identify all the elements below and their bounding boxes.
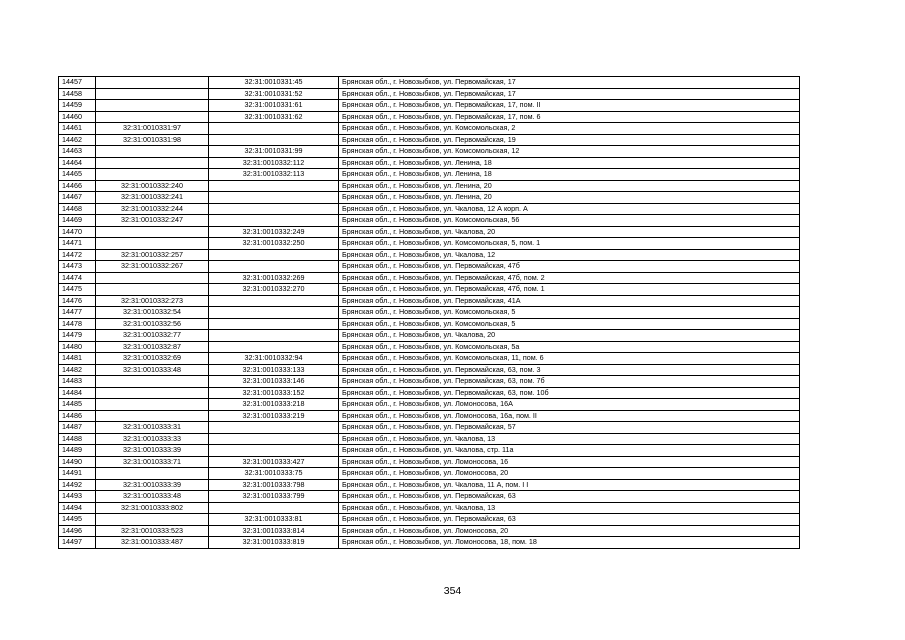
related-cadastral-number-cell: 32:31:0010331:61	[209, 100, 339, 112]
related-cadastral-number-cell: 32:31:0010333:798	[209, 479, 339, 491]
related-cadastral-number-cell	[209, 203, 339, 215]
related-cadastral-number-cell: 32:31:0010332:249	[209, 226, 339, 238]
related-cadastral-number-cell: 32:31:0010331:52	[209, 88, 339, 100]
record-number-cell: 14484	[59, 387, 96, 399]
cadastral-number-cell	[96, 514, 209, 526]
cadastral-number-cell: 32:31:0010332:247	[96, 215, 209, 227]
table-row	[59, 341, 800, 353]
record-number-cell: 14496	[59, 525, 96, 537]
related-cadastral-number-cell	[209, 192, 339, 204]
cadastral-number-cell: 32:31:0010332:69	[96, 353, 209, 365]
related-cadastral-number-cell: 32:31:0010333:814	[209, 525, 339, 537]
table-row	[59, 445, 800, 457]
related-cadastral-number-cell	[209, 180, 339, 192]
address-cell: Брянская обл., г. Новозыбков, ул. Первомайская, 47б, пом. 2	[339, 272, 800, 284]
address-cell: Брянская обл., г. Новозыбков, ул. Комсомольская, 5	[339, 307, 800, 319]
cadastral-number-cell: 32:31:0010332:273	[96, 295, 209, 307]
table-row	[59, 525, 800, 537]
address-cell: Брянская обл., г. Новозыбков, ул. Комсомольская, 12	[339, 146, 800, 158]
cadastral-number-cell	[96, 376, 209, 388]
address-cell: Брянская обл., г. Новозыбков, ул. Первомайская, 63, пом. 3	[339, 364, 800, 376]
cadastral-number-cell: 32:31:0010331:98	[96, 134, 209, 146]
record-number-cell: 14470	[59, 226, 96, 238]
record-number-cell: 14461	[59, 123, 96, 135]
cadastral-number-cell	[96, 410, 209, 422]
table-row	[59, 479, 800, 491]
register-table-body	[59, 77, 800, 549]
table-row	[59, 364, 800, 376]
address-cell: Брянская обл., г. Новозыбков, ул. Ломоносова, 16а, пом. II	[339, 410, 800, 422]
record-number-cell: 14459	[59, 100, 96, 112]
cadastral-number-cell: 32:31:0010333:33	[96, 433, 209, 445]
cadastral-number-cell	[96, 111, 209, 123]
table-row	[59, 353, 800, 365]
address-cell: Брянская обл., г. Новозыбков, ул. Чкалова, 20	[339, 226, 800, 238]
record-number-cell: 14494	[59, 502, 96, 514]
related-cadastral-number-cell	[209, 341, 339, 353]
record-number-cell: 14483	[59, 376, 96, 388]
page-number: 354	[443, 585, 462, 597]
address-cell: Брянская обл., г. Новозыбков, ул. Комсомольская, 11, пом. 6	[339, 353, 800, 365]
cadastral-number-cell: 32:31:0010332:240	[96, 180, 209, 192]
record-number-cell: 14489	[59, 445, 96, 457]
cadastral-number-cell	[96, 169, 209, 181]
address-cell: Брянская обл., г. Новозыбков, ул. Первомайская, 17, пом. II	[339, 100, 800, 112]
related-cadastral-number-cell: 32:31:0010333:819	[209, 537, 339, 549]
related-cadastral-number-cell: 32:31:0010332:250	[209, 238, 339, 250]
related-cadastral-number-cell: 32:31:0010332:112	[209, 157, 339, 169]
related-cadastral-number-cell: 32:31:0010333:133	[209, 364, 339, 376]
related-cadastral-number-cell: 32:31:0010333:75	[209, 468, 339, 480]
address-cell: Брянская обл., г. Новозыбков, ул. Первомайская, 17	[339, 77, 800, 89]
cadastral-number-cell: 32:31:0010332:87	[96, 341, 209, 353]
table-row	[59, 261, 800, 273]
table-row	[59, 468, 800, 480]
cadastral-number-cell	[96, 77, 209, 89]
related-cadastral-number-cell: 32:31:0010332:270	[209, 284, 339, 296]
record-number-cell: 14480	[59, 341, 96, 353]
address-cell: Брянская обл., г. Новозыбков, ул. Чкалова, 13	[339, 502, 800, 514]
table-row	[59, 491, 800, 503]
related-cadastral-number-cell: 32:31:0010333:219	[209, 410, 339, 422]
address-cell: Брянская обл., г. Новозыбков, ул. Ленина, 18	[339, 169, 800, 181]
address-cell: Брянская обл., г. Новозыбков, ул. Ленина, 20	[339, 192, 800, 204]
cadastral-number-cell	[96, 146, 209, 158]
record-number-cell: 14462	[59, 134, 96, 146]
address-cell: Брянская обл., г. Новозыбков, ул. Первомайская, 47б, пом. 1	[339, 284, 800, 296]
table-row	[59, 203, 800, 215]
address-cell: Брянская обл., г. Новозыбков, ул. Первомайская, 63, пом. 7б	[339, 376, 800, 388]
address-cell: Брянская обл., г. Новозыбков, ул. Ломоносова, 20	[339, 525, 800, 537]
related-cadastral-number-cell: 32:31:0010331:45	[209, 77, 339, 89]
related-cadastral-number-cell: 32:31:0010331:62	[209, 111, 339, 123]
record-number-cell: 14474	[59, 272, 96, 284]
cadastral-number-cell	[96, 387, 209, 399]
address-cell: Брянская обл., г. Новозыбков, ул. Первомайская, 17, пом. 6	[339, 111, 800, 123]
address-cell: Брянская обл., г. Новозыбков, ул. Комсомольская, 5, пом. 1	[339, 238, 800, 250]
table-row	[59, 330, 800, 342]
cadastral-number-cell: 32:31:0010332:56	[96, 318, 209, 330]
table-row	[59, 249, 800, 261]
table-row	[59, 134, 800, 146]
cadastral-number-cell: 32:31:0010333:523	[96, 525, 209, 537]
related-cadastral-number-cell	[209, 261, 339, 273]
record-number-cell: 14471	[59, 238, 96, 250]
record-number-cell: 14478	[59, 318, 96, 330]
record-number-cell: 14481	[59, 353, 96, 365]
table-row	[59, 123, 800, 135]
record-number-cell: 14495	[59, 514, 96, 526]
table-row	[59, 157, 800, 169]
record-number-cell: 14486	[59, 410, 96, 422]
related-cadastral-number-cell	[209, 134, 339, 146]
cadastral-number-cell: 32:31:0010333:802	[96, 502, 209, 514]
cadastral-number-cell: 32:31:0010332:54	[96, 307, 209, 319]
cadastral-number-cell	[96, 284, 209, 296]
related-cadastral-number-cell	[209, 433, 339, 445]
related-cadastral-number-cell	[209, 330, 339, 342]
address-cell: Брянская обл., г. Новозыбков, ул. Первомайская, 63	[339, 491, 800, 503]
record-number-cell: 14472	[59, 249, 96, 261]
table-row	[59, 100, 800, 112]
record-number-cell: 14457	[59, 77, 96, 89]
record-number-cell: 14493	[59, 491, 96, 503]
table-row	[59, 318, 800, 330]
cadastral-number-cell: 32:31:0010332:244	[96, 203, 209, 215]
table-row	[59, 215, 800, 227]
record-number-cell: 14477	[59, 307, 96, 319]
table-row	[59, 376, 800, 388]
address-cell: Брянская обл., г. Новозыбков, ул. Чкалова, 20	[339, 330, 800, 342]
address-cell: Брянская обл., г. Новозыбков, ул. Первомайская, 47б	[339, 261, 800, 273]
table-row	[59, 238, 800, 250]
address-cell: Брянская обл., г. Новозыбков, ул. Первомайская, 63	[339, 514, 800, 526]
cadastral-number-cell	[96, 157, 209, 169]
cadastral-number-cell: 32:31:0010333:39	[96, 445, 209, 457]
register-table	[58, 76, 800, 549]
related-cadastral-number-cell: 32:31:0010332:94	[209, 353, 339, 365]
related-cadastral-number-cell	[209, 295, 339, 307]
cadastral-number-cell: 32:31:0010333:48	[96, 364, 209, 376]
table-row	[59, 295, 800, 307]
cadastral-number-cell: 32:31:0010332:77	[96, 330, 209, 342]
related-cadastral-number-cell	[209, 307, 339, 319]
table-row	[59, 180, 800, 192]
address-cell: Брянская обл., г. Новозыбков, ул. Чкалова, 12 А корп. А	[339, 203, 800, 215]
related-cadastral-number-cell	[209, 123, 339, 135]
table-row	[59, 433, 800, 445]
record-number-cell: 14488	[59, 433, 96, 445]
table-row	[59, 307, 800, 319]
record-number-cell: 14492	[59, 479, 96, 491]
table-row	[59, 169, 800, 181]
address-cell: Брянская обл., г. Новозыбков, ул. Первомайская, 17	[339, 88, 800, 100]
address-cell: Брянская обл., г. Новозыбков, ул. Комсомольская, 5а	[339, 341, 800, 353]
related-cadastral-number-cell: 32:31:0010333:799	[209, 491, 339, 503]
record-number-cell: 14465	[59, 169, 96, 181]
record-number-cell: 14464	[59, 157, 96, 169]
table-row	[59, 272, 800, 284]
related-cadastral-number-cell: 32:31:0010332:269	[209, 272, 339, 284]
address-cell: Брянская обл., г. Новозыбков, ул. Чкалова, стр. 11а	[339, 445, 800, 457]
address-cell: Брянская обл., г. Новозыбков, ул. Ленина, 18	[339, 157, 800, 169]
cadastral-number-cell: 32:31:0010333:487	[96, 537, 209, 549]
table-row	[59, 456, 800, 468]
related-cadastral-number-cell	[209, 318, 339, 330]
record-number-cell: 14468	[59, 203, 96, 215]
table-row	[59, 410, 800, 422]
cadastral-number-cell	[96, 100, 209, 112]
related-cadastral-number-cell: 32:31:0010333:146	[209, 376, 339, 388]
address-cell: Брянская обл., г. Новозыбков, ул. Ломоносова, 16А	[339, 399, 800, 411]
address-cell: Брянская обл., г. Новозыбков, ул. Чкалова, 11 А, пом. I I	[339, 479, 800, 491]
address-cell: Брянская обл., г. Новозыбков, ул. Первомайская, 63, пом. 10б	[339, 387, 800, 399]
related-cadastral-number-cell	[209, 249, 339, 261]
record-number-cell: 14491	[59, 468, 96, 480]
related-cadastral-number-cell: 32:31:0010333:427	[209, 456, 339, 468]
table-row	[59, 146, 800, 158]
record-number-cell: 14487	[59, 422, 96, 434]
related-cadastral-number-cell: 32:31:0010333:218	[209, 399, 339, 411]
address-cell: Брянская обл., г. Новозыбков, ул. Чкалова, 12	[339, 249, 800, 261]
cadastral-number-cell: 32:31:0010333:31	[96, 422, 209, 434]
table-row	[59, 399, 800, 411]
cadastral-number-cell	[96, 399, 209, 411]
cadastral-number-cell	[96, 88, 209, 100]
cadastral-number-cell: 32:31:0010332:257	[96, 249, 209, 261]
cadastral-number-cell	[96, 226, 209, 238]
address-cell: Брянская обл., г. Новозыбков, ул. Ломоносова, 16	[339, 456, 800, 468]
address-cell: Брянская обл., г. Новозыбков, ул. Комсомольская, 2	[339, 123, 800, 135]
table-row	[59, 111, 800, 123]
table-row	[59, 502, 800, 514]
address-cell: Брянская обл., г. Новозыбков, ул. Ленина, 20	[339, 180, 800, 192]
table-row	[59, 387, 800, 399]
related-cadastral-number-cell: 32:31:0010333:81	[209, 514, 339, 526]
address-cell: Брянская обл., г. Новозыбков, ул. Первомайская, 41А	[339, 295, 800, 307]
related-cadastral-number-cell	[209, 215, 339, 227]
address-cell: Брянская обл., г. Новозыбков, ул. Комсомольская, 56	[339, 215, 800, 227]
cadastral-number-cell: 32:31:0010332:267	[96, 261, 209, 273]
cadastral-number-cell: 32:31:0010333:48	[96, 491, 209, 503]
address-cell: Брянская обл., г. Новозыбков, ул. Чкалова, 13	[339, 433, 800, 445]
table-row	[59, 422, 800, 434]
table-row	[59, 226, 800, 238]
related-cadastral-number-cell: 32:31:0010333:152	[209, 387, 339, 399]
record-number-cell: 14482	[59, 364, 96, 376]
cadastral-number-cell: 32:31:0010333:39	[96, 479, 209, 491]
table-row	[59, 514, 800, 526]
record-number-cell: 14497	[59, 537, 96, 549]
table-row	[59, 192, 800, 204]
cadastral-number-cell: 32:31:0010333:71	[96, 456, 209, 468]
address-cell: Брянская обл., г. Новозыбков, ул. Первомайская, 57	[339, 422, 800, 434]
record-number-cell: 14469	[59, 215, 96, 227]
related-cadastral-number-cell: 32:31:0010331:99	[209, 146, 339, 158]
record-number-cell: 14460	[59, 111, 96, 123]
table-row	[59, 88, 800, 100]
related-cadastral-number-cell	[209, 502, 339, 514]
record-number-cell: 14463	[59, 146, 96, 158]
address-cell: Брянская обл., г. Новозыбков, ул. Ломоносова, 18, пом. 18	[339, 537, 800, 549]
table-row	[59, 537, 800, 549]
address-cell: Брянская обл., г. Новозыбков, ул. Первомайская, 19	[339, 134, 800, 146]
record-number-cell: 14476	[59, 295, 96, 307]
record-number-cell: 14490	[59, 456, 96, 468]
address-cell: Брянская обл., г. Новозыбков, ул. Комсомольская, 5	[339, 318, 800, 330]
cadastral-number-cell	[96, 272, 209, 284]
record-number-cell: 14485	[59, 399, 96, 411]
related-cadastral-number-cell	[209, 445, 339, 457]
cadastral-number-cell	[96, 238, 209, 250]
address-cell: Брянская обл., г. Новозыбков, ул. Ломоносова, 20	[339, 468, 800, 480]
record-number-cell: 14458	[59, 88, 96, 100]
related-cadastral-number-cell	[209, 422, 339, 434]
record-number-cell: 14479	[59, 330, 96, 342]
related-cadastral-number-cell: 32:31:0010332:113	[209, 169, 339, 181]
record-number-cell: 14466	[59, 180, 96, 192]
cadastral-number-cell	[96, 468, 209, 480]
record-number-cell: 14475	[59, 284, 96, 296]
table-row	[59, 77, 800, 89]
record-number-cell: 14467	[59, 192, 96, 204]
cadastral-number-cell: 32:31:0010331:97	[96, 123, 209, 135]
record-number-cell: 14473	[59, 261, 96, 273]
cadastral-number-cell: 32:31:0010332:241	[96, 192, 209, 204]
table-row	[59, 284, 800, 296]
